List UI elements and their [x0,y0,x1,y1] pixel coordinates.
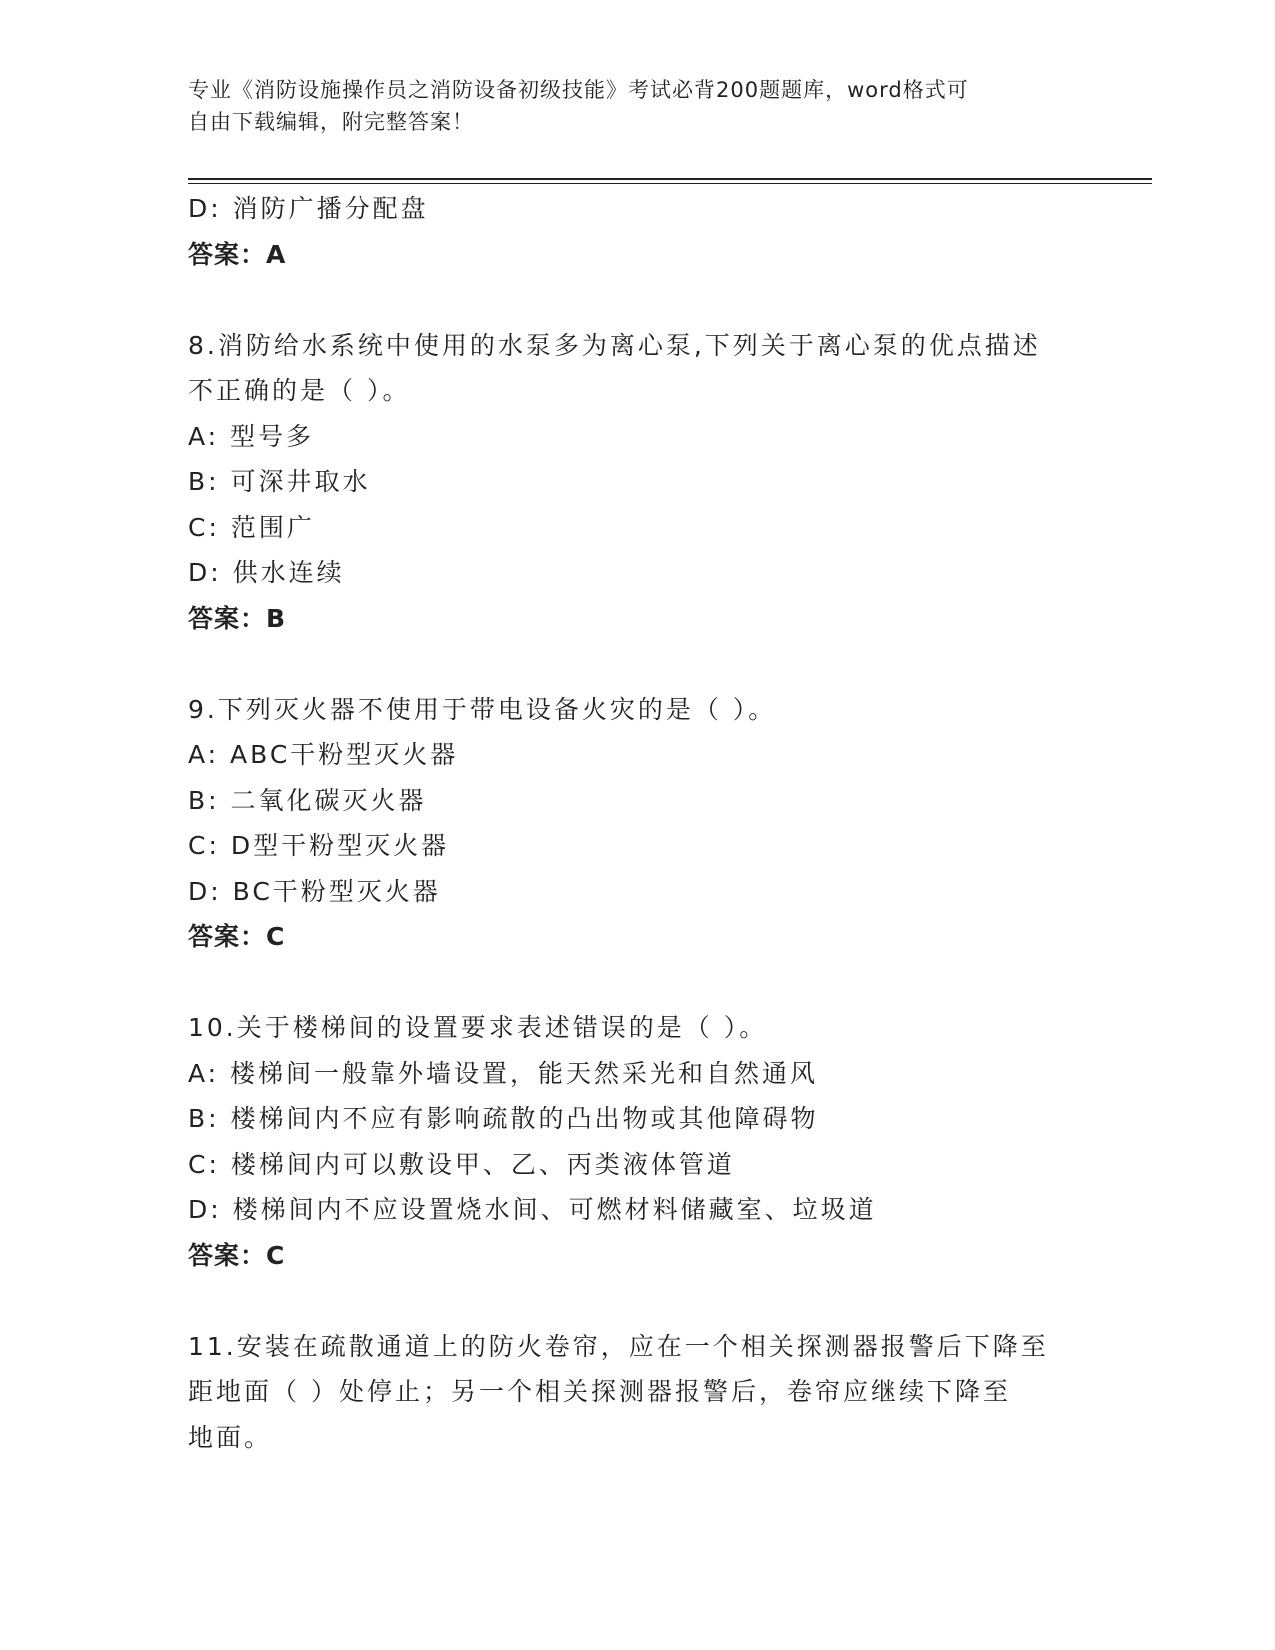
question-10 [188,1005,1088,1278]
option-c: C: D型干粉型灭火器 [188,831,450,860]
question-content [188,186,1088,1460]
option-c: C: 楼梯间内可以敷设甲、乙、丙类液体管道 [188,1149,735,1179]
spacer [188,1278,1088,1324]
question-stem: 地面。 [188,1422,273,1452]
spacer [188,277,1088,323]
header-divider-thin [188,183,1152,184]
question-9 [188,687,1088,960]
question-stem: 不正确的是（ ）。 [188,376,411,405]
header-line-1: 专业《消防设施操作员之消防设备初级技能》考试必背200题题库，word格式可 [188,78,969,102]
option-b: B: 可深井取水 [188,467,371,496]
question-stem: 距地面（ ）处停止；另一个相关探测器报警后，卷帘应继续下降至 [188,1377,1011,1406]
question-stem: 11.安装在疏散通道上的防火卷帘，应在一个相关探测器报警后下降至 [188,1331,1049,1361]
question-11 [188,1324,1088,1461]
option-a: A: ABC干粉型灭火器 [188,740,459,769]
option-c: C: 范围广 [188,512,315,542]
question-stem: 8.消防给水系统中使用的水泵多为离心泵,下列关于离心泵的优点描述 [188,330,1041,360]
spacer [188,641,1088,687]
option-a: A: 楼梯间一般靠外墙设置，能天然采光和自然通风 [188,1058,819,1088]
option-d: D: 楼梯间内不应设置烧水间、可燃材料储藏室、垃圾道 [188,1195,877,1224]
option-d: D: 供水连续 [188,558,345,587]
question-stem: 9.下列灭火器不使用于带电设备火灾的是（ ）。 [188,694,777,724]
page-header [188,74,1068,138]
answer-line: 答案：C [188,922,286,951]
spacer [188,960,1088,1006]
header-line-2: 自由下载编辑，附完整答案！ [188,110,474,134]
answer-line: 答案：B [188,603,287,633]
question-stem: 10.关于楼梯间的设置要求表述错误的是（ ）。 [188,1013,768,1042]
answer-line: 答案：C [188,1240,286,1270]
option-d: D: 消防广播分配盘 [188,194,429,223]
header-divider-thick [188,178,1152,180]
option-a: A: 型号多 [188,421,315,451]
option-b: B: 二氧化碳灭火器 [188,785,427,815]
option-b: B: 楼梯间内不应有影响疏散的凸出物或其他障碍物 [188,1104,819,1133]
option-d: D: BC干粉型灭火器 [188,876,441,906]
answer-line: 答案：A [188,239,287,269]
question-8 [188,323,1088,642]
